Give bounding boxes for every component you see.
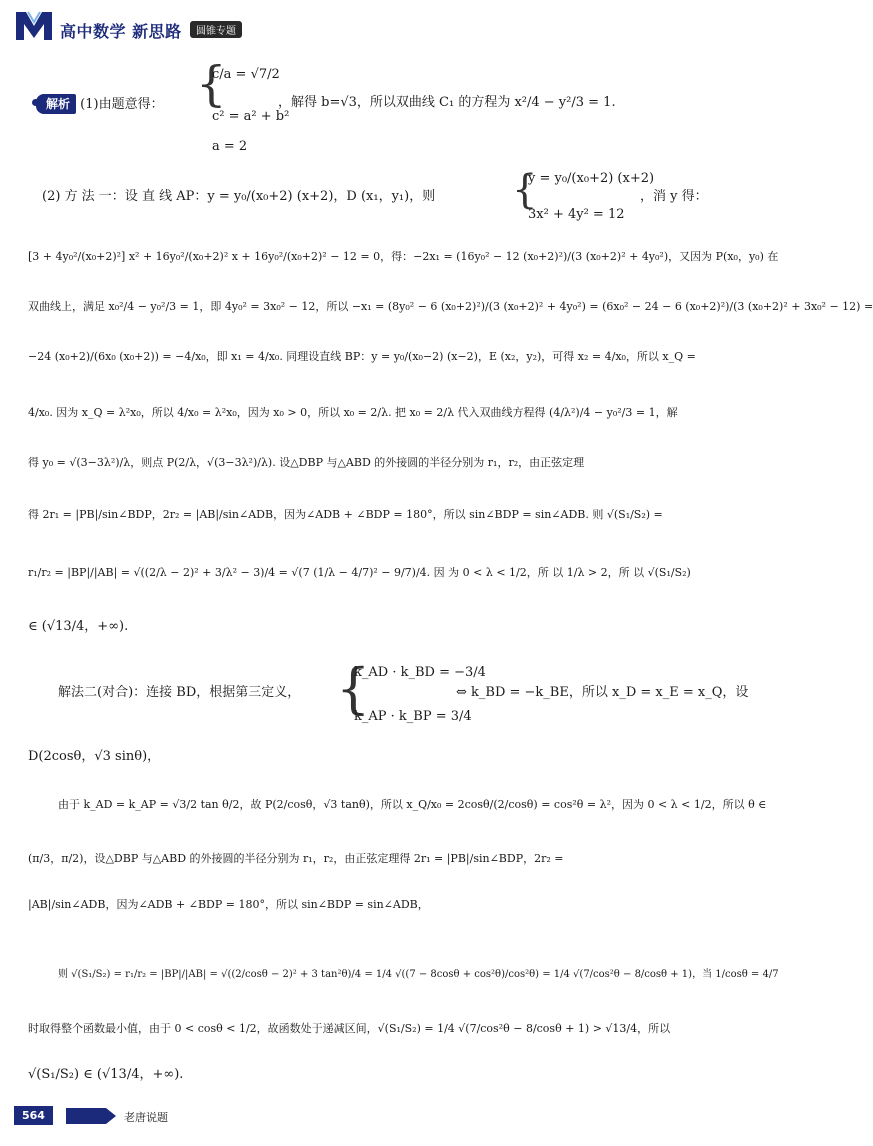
method2-sys2: k_AP · k_BP = 3/4 <box>354 709 472 724</box>
part2-sys1: y = y₀/(x₀+2) (x+2) <box>528 171 655 186</box>
method2-line5: |AB|/sin∠ADB，因为∠ADB + ∠BDP = 180°，所以 sin∠BDP = sin∠ADB， <box>28 898 429 911</box>
decor-bar <box>66 1108 106 1124</box>
method2-line4: (π/3，π/2)，设△DBP 与△ABD 的外接圆的半径分别为 r₁，r₂，由正弦定理得 2r₁ = |PB|/sin∠BDP，2r₂ = <box>28 852 564 865</box>
part2-line5: 4/x₀. 因为 x_Q = λ²x₀，所以 4/x₀ = λ²x₀，因为 x₀ > 0，所以 x₀ = 2/λ. 把 x₀ = 2/λ 代入双曲线方程得 (4/λ²)/4 − y₀²/3 = 1，解 <box>28 406 678 419</box>
part2-line4: −24 (x₀+2)/(6x₀ (x₀+2)) = −4/x₀，即 x₁ = 4/x₀. 同理设直线 BP：y = y₀/(x₀−2) (x−2)，E (x₂，y₂)，可得 x₂ = 4/x₀，所以 x_Q = <box>28 350 696 363</box>
method2-intro: 解法二(对合)：连接 BD，根据第三定义， <box>58 685 301 700</box>
method2-line8: √(S₁/S₂) ∈ (√13/4，+∞). <box>28 1067 184 1082</box>
page-footer <box>14 1106 314 1128</box>
analysis-badge: 解析 <box>36 94 76 114</box>
method2-line7: 时取得整个函数最小值，由于 0 < cosθ < 1/2，故函数处于递减区间，√(S₁/S₂) = 1/4 √(7/cos²θ − 8/cosθ + 1) > √13/4，所以 <box>28 1022 671 1035</box>
part2-line8: r₁/r₂ = |BP|/|AB| = √((2/λ − 2)² + 3/λ² − 3)/4 = √(7 (1/λ − 4/7)² − 9/7)/4. 因 为 0 < λ < 1/2，所 以 1/λ > 2，所 以 √(S₁/S₂) <box>28 566 691 579</box>
method2-intro-end: ⇔ k_BD = −k_BE，所以 x_D = x_E = x_Q，设 <box>456 685 749 700</box>
part2-line7: 得 2r₁ = |PB|/sin∠BDP，2r₂ = |AB|/sin∠ADB，因为∠ADB + ∠BDP = 180°，所以 sin∠BDP = sin∠ADB. 则 √(S₁/S₂) = <box>28 508 663 521</box>
page-number: 564 <box>14 1106 53 1125</box>
method2-line2: D(2cosθ，√3 sinθ)， <box>28 749 161 764</box>
part2-line2: [3 + 4y₀²/(x₀+2)²] x² + 16y₀²/(x₀+2)² x + 16y₀²/(x₀+2)² − 12 = 0，得：−2x₁ = (16y₀² − 12 (x₀+2)²)/(3 (x₀+2)² + 4y₀²)，又因为 P(x₀，y₀) 在 <box>28 250 779 263</box>
part1-eq3: a = 2 <box>212 139 248 154</box>
method2-sys1: k_AD · k_BD = −3/4 <box>354 665 486 680</box>
part2-sys2: 3x² + 4y² = 12 <box>528 207 625 222</box>
brand-title: 高中数学 新思路 <box>60 22 182 41</box>
part1-result: ，解得 b=√3，所以双曲线 C₁ 的方程为 x²/4 − y²/3 = 1. <box>278 95 616 110</box>
brace-icon: { <box>196 56 227 112</box>
brace-icon: { <box>512 167 538 213</box>
part2-line1-end: ，消 y 得： <box>640 189 708 204</box>
part1-eq2: c² = a² + b² <box>212 109 290 124</box>
part1-eq1: c/a = √7/2 <box>212 67 280 82</box>
arrow-icon <box>106 1108 116 1124</box>
part2-line1: (2) 方 法 一：设 直 线 AP：y = y₀/(x₀+2) (x+2)，D (x₁，y₁)，则 <box>42 189 436 204</box>
brace-icon: { <box>336 657 371 720</box>
section-tag: 圆锥专题 <box>190 21 242 38</box>
part2-line6: 得 y₀ = √(3−3λ²)/λ，则点 P(2/λ，√(3−3λ²)/λ). 设△DBP 与△ABD 的外接圆的半径分别为 r₁，r₂，由正弦定理 <box>28 456 585 469</box>
part2-line9: ∈ (√13/4，+∞). <box>28 619 129 634</box>
part1-intro: (1)由题意得： <box>80 97 164 112</box>
method2-line3: 由于 k_AD = k_AP = √3/2 tan θ/2，故 P(2/cosθ，√3 tanθ)，所以 x_Q/x₀ = 2cosθ/(2/cosθ) = cos²θ = λ²，因为 0 < λ < 1/2，所以 θ ∈ <box>58 798 767 811</box>
part2-line3: 双曲线上，满足 x₀²/4 − y₀²/3 = 1，即 4y₀² = 3x₀² − 12，所以 −x₁ = (8y₀² − 6 (x₀+2)²)/(3 (x₀+2)² + 4y₀²) = (6x₀² − 24 − 6 (x₀+2)²)/(3 (x₀+2)² + 3x₀² − 12) = <box>28 300 873 313</box>
logo-icon <box>14 8 54 42</box>
method2-line6: 则 √(S₁/S₂) = r₁/r₂ = |BP|/|AB| = √((2/cosθ − 2)² + 3 tan²θ)/4 = 1/4 √((7 − 8cosθ + cos²θ)/cos²θ) = 1/4 √(7/cos²θ − 8/cosθ + 1)，当 1/cosθ = 4/7 <box>58 969 779 980</box>
series-name: 老唐说题 <box>124 1111 168 1124</box>
page-header <box>14 8 734 48</box>
